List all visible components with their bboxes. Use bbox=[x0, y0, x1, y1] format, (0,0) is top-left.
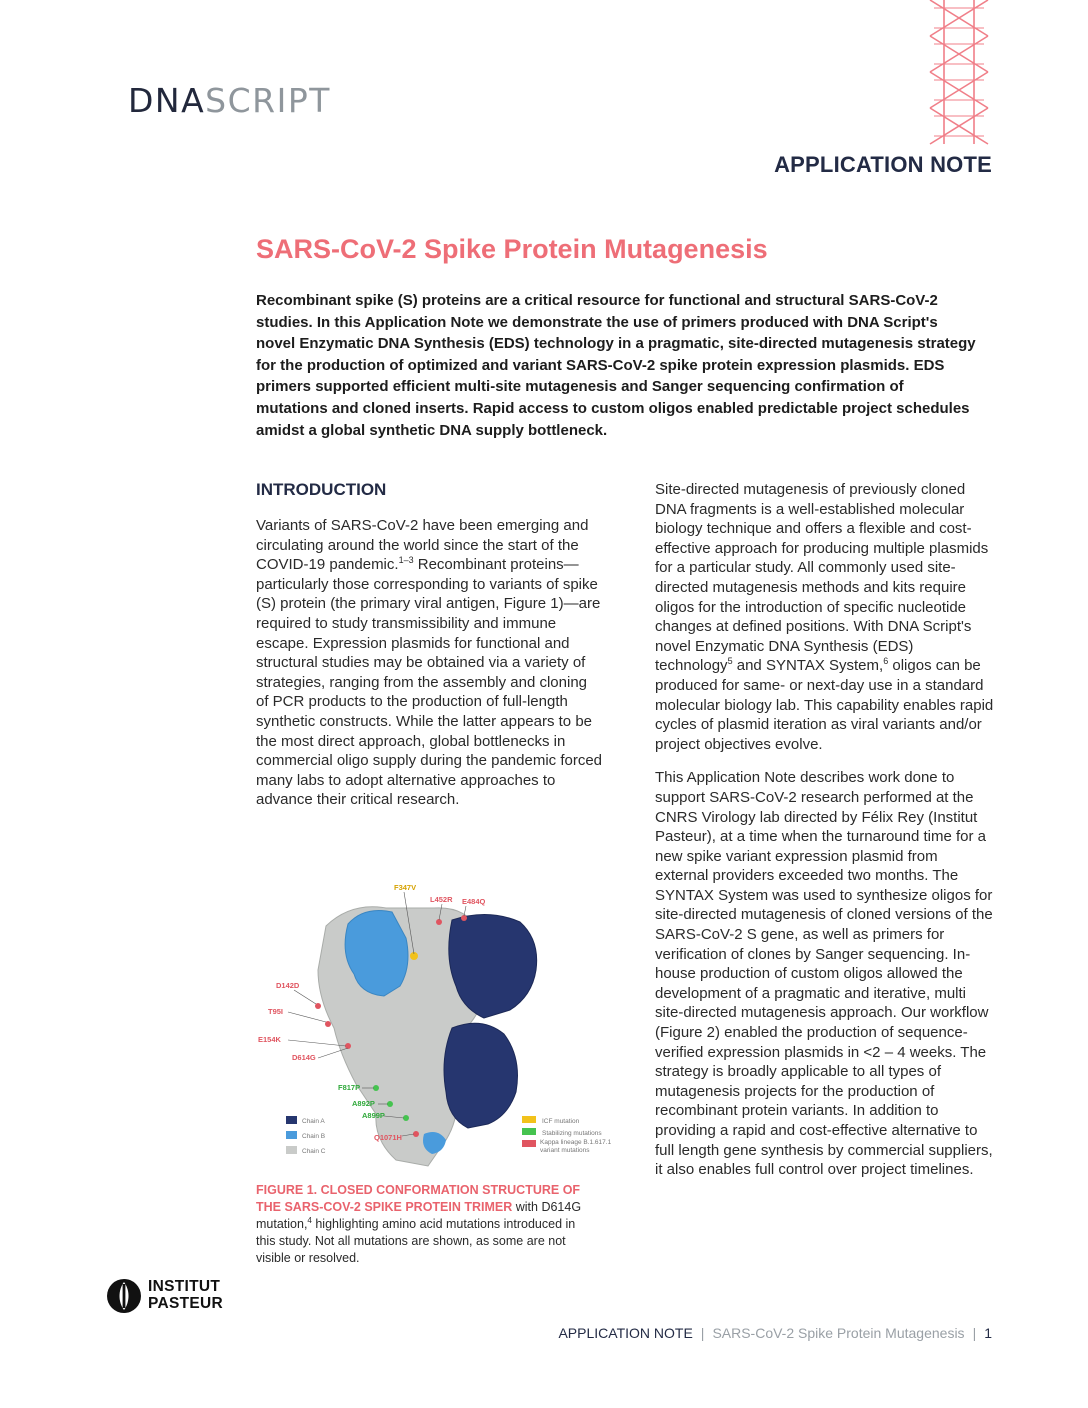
right-column bbox=[655, 480, 995, 1180]
legend-swatch-chain-b bbox=[286, 1131, 297, 1139]
label-d142d: D142D bbox=[276, 981, 300, 990]
left-column bbox=[256, 480, 602, 810]
reference-superscript: 1–3 bbox=[398, 555, 414, 566]
pasteur-emblem-icon bbox=[106, 1278, 142, 1314]
legend-swatch-kappa bbox=[522, 1140, 536, 1147]
footer-title: SARS-CoV-2 Spike Protein Mutagenesis bbox=[712, 1325, 965, 1341]
footer-separator: | bbox=[972, 1325, 977, 1341]
reference-superscript: 6 bbox=[883, 656, 889, 667]
label-f347v: F347V bbox=[394, 883, 417, 892]
spike-protein-structure-illustration bbox=[256, 878, 628, 1174]
label-f817p: F817P bbox=[338, 1083, 361, 1092]
legend-icf: ICF mutation bbox=[542, 1118, 580, 1125]
legend-chain-a: Chain A bbox=[302, 1118, 325, 1125]
legend-chain-c: Chain C bbox=[302, 1148, 326, 1155]
abstract: Recombinant spike (S) proteins are a critical resource for functional and structural SARS-CoV-2 studies. In this Application Note we demonstrate the use of primers produced with DNA Script's novel Enzymatic DNA Synthesis (EDS) technology in a pragmatic, site-directed mutagenesis strategy for the production of optimized and variant SARS-CoV-2 spike protein expression plasmids. EDS primers supported efficient multi-site mutagenesis and Sanger sequencing confirmation of mutations and cloned inserts. Rapid access to custom oligos enabled predictable project schedules amidst a global synthetic DNA supply bottleneck. bbox=[256, 292, 976, 439]
legend-swatch-stabilizing bbox=[522, 1128, 536, 1135]
figure-caption-lead: FIGURE 1. CLOSED CONFORMATION STRUCTURE OF THE SARS-COV-2 SPIKE PROTEIN TRIMER bbox=[256, 1183, 581, 1214]
label-e154k: E154K bbox=[258, 1035, 281, 1044]
label-q1071h: Q1071H bbox=[374, 1133, 402, 1142]
chain-a-bottom-shape bbox=[444, 1023, 518, 1128]
page-footer bbox=[500, 1325, 992, 1341]
mutagenesis-paragraph: Site-directed mutagenesis of previously cloned DNA fragments is a well-established molecular biology technique and offers a flexible and cost-effective approach for producing multiple plasmids for a particular study. All commonly used site-directed mutagenesis methods and kits require oligos for the introduction of specific nucleotide changes at defined positions. With DNA Script's novel Enzymatic DNA Synthesis (EDS) technology$^5$ and SYNTAX System,$^6$ oligos can be produced for same- or next-day use in a standard molecular biology lab. This capability enables rapid cycles of plasmid iteration as viral variants and/or project objectives evolve. bbox=[655, 481, 994, 753]
label-la52r: L452R bbox=[430, 895, 453, 904]
label-t95i: T95I bbox=[268, 1007, 284, 1016]
work-description-paragraph: This Application Note describes work done to support SARS-CoV-2 research performed at the CNRS Virology lab directed by Félix Rey (Institut Pasteur), at a time when the turnaround time for a new spike variant expression plasmid from external providers exceeded two months. The SYNTAX System was used to synthesize oligos for site-directed mutagenesis of cloned versions of the SARS-CoV-2 S gene, as well as primers for verification of clones by Sanger sequencing. In-house production of custom oligos allowed the development of a pragmatic and iterative, multi site-directed mutagenesis approach. Our workflow (Figure 2) enabled the production of sequence-verified expression plasmids in <2 – 4 weeks. The strategy is broadly applicable to all types of mutagenesis projects for the production of recombinant protein variants. In addition to providing a rapid and cost-effective alternative to full length gene synthesis by commercial suppliers, it also enables full control over project timelines. bbox=[655, 769, 993, 1179]
legend-chain-b: Chain B bbox=[302, 1133, 326, 1140]
logo-part-dna: DNA bbox=[128, 81, 206, 120]
legend-swatch-icf bbox=[522, 1116, 536, 1123]
introduction-paragraph: Variants of SARS-CoV-2 have been emerging and circulating around the world since the start of the COVID-19 pandemic.$^{1-3}$ Recombinant proteins—particularly those corresponding to variants of spike (S) protein (the primary viral antigen, Figure 1)—are required to study transmissibility and immune escape. Expression plasmids for functional and structural studies may be obtained via a variety of strategies, ranging from the assembly and cloning of PCR products to the production of full-length synthetic constructs. While the latter appears to be the most direct approach, global bottlenecks in commercial oligo supply during the pandemic forced many labs to adopt alternative approaches to advance their critical research. bbox=[256, 517, 603, 809]
institut-pasteur-logo bbox=[106, 1276, 256, 1316]
reference-superscript: 4 bbox=[307, 1215, 312, 1225]
legend-kappa: Kappa lineage B.1.617.1 variant mutations bbox=[540, 1139, 612, 1154]
label-d614g: D614G bbox=[292, 1053, 316, 1062]
page-number: 1 bbox=[984, 1325, 992, 1341]
spike-protein-figure bbox=[256, 878, 628, 1174]
label-a892p: A892P bbox=[352, 1099, 375, 1108]
document-type-label: APPLICATION NOTE bbox=[774, 152, 992, 177]
label-e484q: E484Q bbox=[462, 897, 486, 906]
pasteur-wordmark: INSTITUT PASTEUR bbox=[148, 1278, 224, 1312]
label-a899p: A899P bbox=[362, 1111, 385, 1120]
footer-separator: | bbox=[700, 1325, 705, 1341]
figure-caption: FIGURE 1. CLOSED CONFORMATION STRUCTURE OF THE SARS-COV-2 SPIKE PROTEIN TRIMER with D614G mutation,$^4$ highlighting amino acid mutations introduced in this study. Not all mutations are shown, as some are not visible or resolved. bbox=[256, 1183, 582, 1265]
page-title: SARS-CoV-2 Spike Protein Mutagenesis bbox=[256, 234, 768, 264]
dnascript-logo bbox=[128, 81, 331, 120]
legend-swatch-chain-a bbox=[286, 1116, 297, 1124]
logo-part-script: SCRIPT bbox=[205, 81, 331, 120]
legend-kappa-wrap bbox=[540, 1139, 628, 1161]
footer-doc-type: APPLICATION NOTE bbox=[558, 1325, 693, 1341]
legend-swatch-chain-c bbox=[286, 1146, 297, 1154]
dna-helix-decoration-icon bbox=[926, 0, 992, 146]
introduction-heading: INTRODUCTION bbox=[256, 480, 387, 499]
reference-superscript: 5 bbox=[727, 656, 733, 667]
legend-stabilizing: Stabilizing mutations bbox=[542, 1130, 602, 1137]
